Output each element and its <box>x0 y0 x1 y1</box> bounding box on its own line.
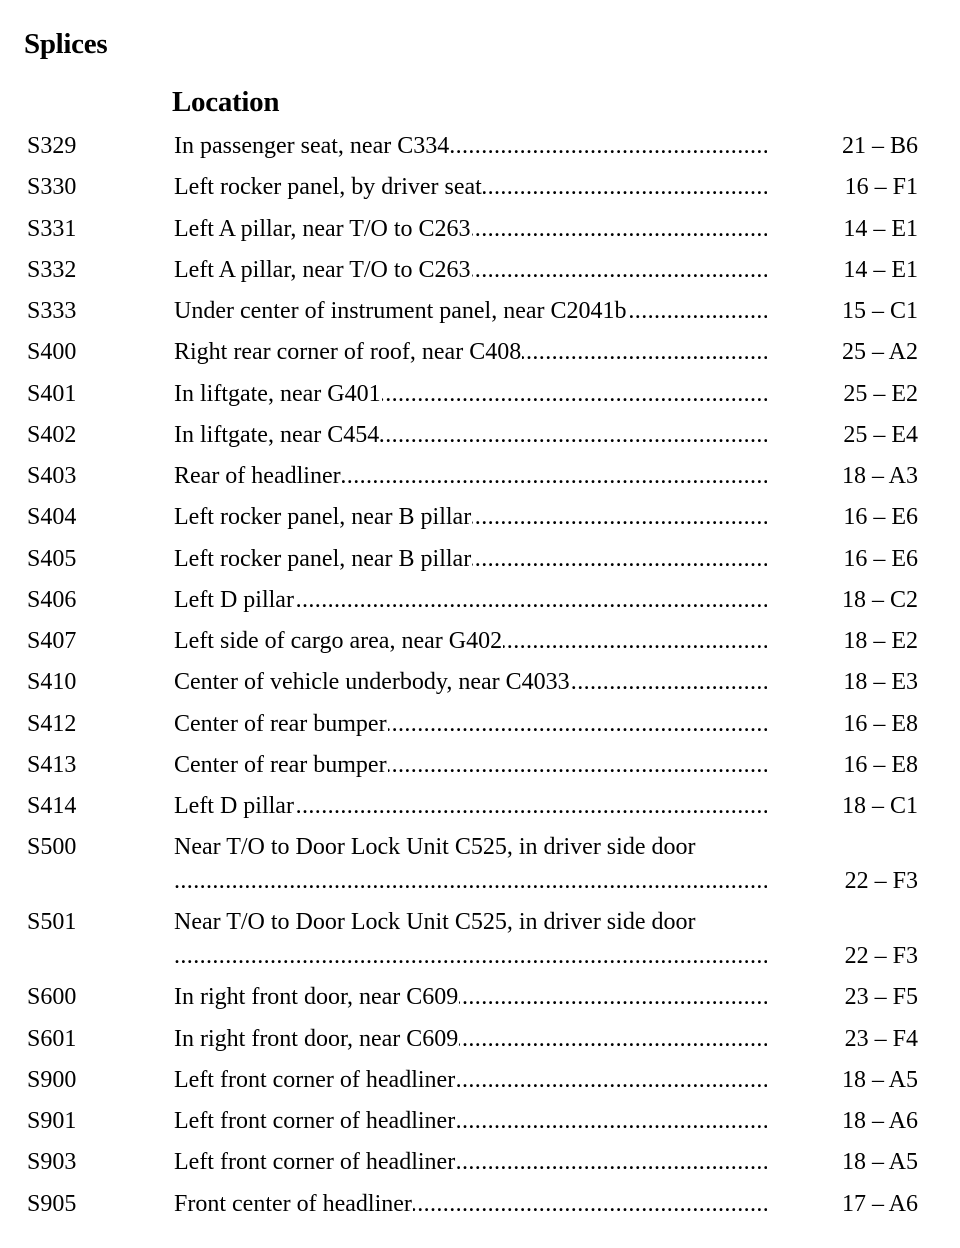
page-grid-ref: 16 – E8 <box>843 710 918 737</box>
location-cell <box>174 209 767 250</box>
location-text: Under center of instrument panel, near C2041b <box>174 298 627 324</box>
splice-id: S414 <box>27 793 77 819</box>
table-row <box>0 1060 960 1101</box>
location-cell <box>174 662 767 703</box>
table-row <box>0 580 960 621</box>
splice-id: S406 <box>27 586 77 613</box>
page-grid-ref: 18 – A5 <box>841 1149 918 1176</box>
table-row <box>0 374 960 415</box>
location-text: In right front door, near C609 <box>174 1025 459 1052</box>
table-row <box>0 621 960 662</box>
page-grid-ref: 25 – A2 <box>841 339 918 366</box>
splice-id: S413 <box>27 751 77 778</box>
location-text: Left A pillar, near T/O to C263 <box>174 215 471 242</box>
table-row <box>0 332 960 373</box>
location-text: Left front corner of headliner <box>174 1066 456 1093</box>
location-text: Center of vehicle underbody, near C4033 <box>174 669 570 696</box>
location-cell <box>174 1019 767 1060</box>
table-row <box>0 827 960 902</box>
location-cell <box>174 250 767 291</box>
location-cell <box>174 745 767 786</box>
location-cell <box>174 1101 767 1142</box>
table-row <box>0 745 960 786</box>
splice-id: S329 <box>27 133 77 159</box>
location-column-heading: Location <box>172 86 280 118</box>
page-grid-ref: 16 – E6 <box>843 504 918 531</box>
location-text: Rear of headliner <box>174 463 341 489</box>
splice-id: S501 <box>27 909 77 936</box>
splice-id: S412 <box>27 710 77 737</box>
location-text: Left D pillar <box>174 586 294 613</box>
splice-id: S410 <box>27 669 77 696</box>
location-cell <box>174 456 767 497</box>
table-row <box>0 167 960 208</box>
page-grid-ref: 22 – F3 <box>844 943 918 970</box>
page-grid-ref: 16 – F1 <box>844 174 918 201</box>
location-text: Left rocker panel, near B pillar <box>174 545 472 572</box>
location-text: Center of rear bumper <box>174 751 387 778</box>
page-grid-ref: 18 – A5 <box>841 1066 918 1093</box>
page-grid-ref: 25 – E2 <box>843 380 918 407</box>
page-grid-ref: 15 – C1 <box>841 298 918 324</box>
table-row <box>0 415 960 456</box>
splice-id: S405 <box>27 545 77 572</box>
location-text: Left front corner of headliner <box>174 1149 456 1176</box>
location-cell <box>174 126 767 167</box>
page-grid-ref: 14 – E1 <box>843 215 918 242</box>
location-text: Front center of headliner <box>174 1190 412 1217</box>
location-text: Left D pillar <box>174 793 294 819</box>
splice-id: S900 <box>27 1066 77 1093</box>
table-row <box>0 126 960 167</box>
table-row <box>0 497 960 538</box>
page-grid-ref: 18 – A6 <box>841 1108 918 1134</box>
location-text: Left rocker panel, near B pillar <box>174 504 472 531</box>
table-row <box>0 977 960 1018</box>
location-text: Near T/O to Door Lock Unit C525, in driver side door <box>174 834 696 861</box>
table-row <box>0 662 960 703</box>
splice-id: S601 <box>27 1025 77 1052</box>
splice-id: S330 <box>27 174 77 201</box>
page-grid-ref: 18 – C1 <box>841 793 918 819</box>
splice-id: S400 <box>27 339 77 366</box>
location-text: In right front door, near C609 <box>174 984 459 1011</box>
table-row <box>0 209 960 250</box>
location-cell <box>174 786 767 827</box>
location-cell <box>174 1142 767 1183</box>
page-grid-ref: 17 – A6 <box>841 1190 918 1217</box>
splice-table <box>0 126 960 1225</box>
page-grid-ref: 22 – F3 <box>844 868 918 895</box>
location-text: Right rear corner of roof, near C408 <box>174 339 522 366</box>
splice-id: S332 <box>27 256 77 283</box>
splice-id: S500 <box>27 834 77 861</box>
table-row <box>0 1142 960 1183</box>
page-grid-ref: 23 – F4 <box>844 1025 918 1052</box>
page-grid-ref: 18 – C2 <box>841 586 918 613</box>
page-title: Splices <box>24 28 108 60</box>
table-row <box>0 1101 960 1142</box>
location-cell <box>174 704 767 745</box>
table-row <box>0 786 960 827</box>
table-row <box>0 539 960 580</box>
location-text: Left front corner of headliner <box>174 1108 456 1134</box>
page-grid-ref: 25 – E4 <box>843 421 918 448</box>
location-text: Left side of cargo area, near G402 <box>174 628 503 654</box>
location-cell <box>174 621 767 662</box>
page-grid-ref: 16 – E6 <box>843 545 918 572</box>
splice-id: S600 <box>27 984 77 1011</box>
location-cell <box>174 580 767 621</box>
page-grid-ref: 16 – E8 <box>843 751 918 778</box>
location-text: In passenger seat, near C334 <box>174 133 450 159</box>
table-row <box>0 291 960 332</box>
location-text: Near T/O to Door Lock Unit C525, in driver side door <box>174 909 696 936</box>
splice-id: S331 <box>27 215 77 242</box>
splice-id: S901 <box>27 1108 77 1134</box>
table-row <box>0 1184 960 1225</box>
page-grid-ref: 23 – F5 <box>844 984 918 1011</box>
table-row <box>0 456 960 497</box>
dot-leader <box>174 861 767 902</box>
location-cell <box>174 1060 767 1101</box>
splice-id: S404 <box>27 504 77 531</box>
page-grid-ref: 21 – B6 <box>841 133 918 159</box>
location-cell <box>174 291 767 332</box>
location-cell <box>174 374 767 415</box>
dot-leader <box>174 936 767 977</box>
page-grid-ref: 18 – A3 <box>841 463 918 489</box>
splice-id: S401 <box>27 380 77 407</box>
splice-id: S905 <box>27 1190 77 1217</box>
location-cell <box>174 977 767 1018</box>
table-row <box>0 902 960 977</box>
page-grid-ref: 18 – E2 <box>843 628 918 654</box>
splice-id: S402 <box>27 421 77 448</box>
location-cell <box>174 415 767 456</box>
splice-id: S407 <box>27 628 77 654</box>
splice-id: S333 <box>27 298 77 324</box>
location-cell <box>174 497 767 538</box>
table-row <box>0 1019 960 1060</box>
page-grid-ref: 18 – E3 <box>843 669 918 696</box>
splice-id: S903 <box>27 1149 77 1176</box>
table-row <box>0 250 960 291</box>
location-text: Left rocker panel, by driver seat <box>174 174 482 201</box>
location-text: In liftgate, near G401 <box>174 380 381 407</box>
location-cell <box>174 332 767 373</box>
location-text: In liftgate, near C454 <box>174 421 380 448</box>
location-cell <box>174 539 767 580</box>
location-cell <box>174 1184 767 1225</box>
page-grid-ref: 14 – E1 <box>843 256 918 283</box>
location-cell <box>174 167 767 208</box>
splice-id: S403 <box>27 463 77 489</box>
location-text: Left A pillar, near T/O to C263 <box>174 256 471 283</box>
location-text: Center of rear bumper <box>174 710 387 737</box>
table-row <box>0 704 960 745</box>
